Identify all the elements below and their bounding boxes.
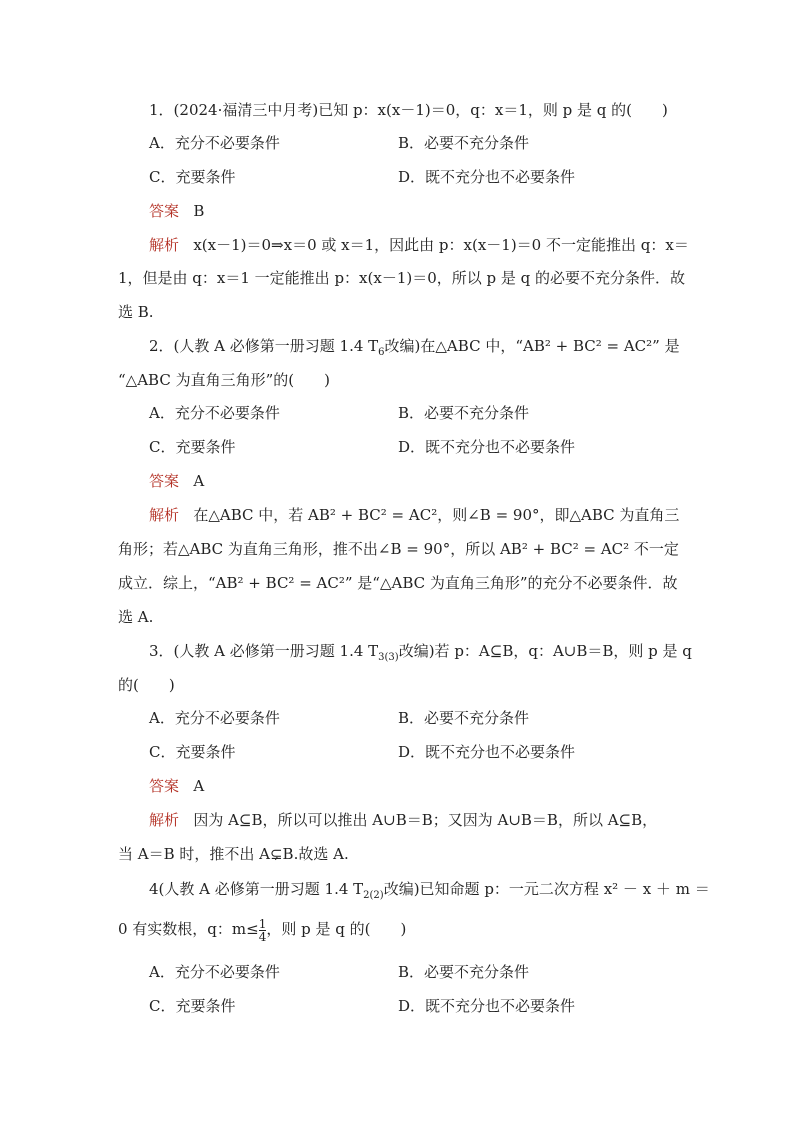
q3-answer: [149, 776, 204, 796]
q1-analysis-line2: 1，但是由 q：x＝1 一定能推出 p：x(x－1)＝0，所以 p 是 q 的必要不充分条件．故: [118, 269, 686, 287]
analysis-label: 解析: [149, 506, 180, 524]
q3-option-d: D．既不充分也不必要条件: [398, 743, 576, 761]
analysis-text: 在△ABC 中，若 AB² + BC² = AC²，则∠B = 90°，即△ABC 为直角三: [193, 506, 680, 524]
q2-stem-line2: “△ABC 为直角三角形”的( ): [118, 371, 330, 389]
q2-answer: [149, 471, 204, 491]
q4-option-d: D．既不充分也不必要条件: [398, 997, 576, 1015]
q3-option-c: C．充要条件: [149, 743, 236, 761]
q3-stem-line2: 的( ): [118, 676, 175, 694]
q1-option-b: B．必要不充分条件: [398, 134, 530, 152]
q2-option-d: D．既不充分也不必要条件: [398, 438, 576, 456]
q4-stem-subscript: 2(2): [363, 890, 384, 901]
q2-analysis-line3: 成立．综上，“AB² + BC² = AC²” 是“△ABC 为直角三角形”的充分不必要条件．故: [118, 574, 678, 592]
q4-option-c: C．充要条件: [149, 997, 236, 1015]
q1-analysis-line3: 选 B.: [118, 303, 154, 321]
q1-analysis-line1: [149, 235, 689, 255]
q4-stem-part3: 0 有实数根，q：m≤: [118, 920, 259, 938]
q3-option-b: B．必要不充分条件: [398, 709, 530, 727]
q4-stem-part1: 4(人教 A 必修第一册习题 1.4 T: [149, 880, 364, 898]
q3-option-a: A．充分不必要条件: [149, 709, 280, 727]
q2-stem-line1: [149, 336, 680, 363]
answer-label: 答案: [149, 777, 180, 795]
q4-stem-part2: 改编)已知命题 p：一元二次方程 x² － x ＋ m ＝: [383, 880, 710, 898]
answer-value: B: [193, 202, 205, 220]
q2-stem-part1: 2．(人教 A 必修第一册习题 1.4 T: [149, 337, 379, 355]
q3-stem-part2: 改编)若 p：A⊆B，q：A∪B＝B，则 p 是 q: [398, 642, 692, 660]
fraction-denominator: 4: [258, 929, 267, 944]
q4-stem-part4: ，则 p 是 q 的( ): [266, 920, 407, 938]
q1-stem: 1．(2024·福清三中月考)已知 p：x(x－1)＝0，q：x＝1，则 p 是 q 的( ): [149, 101, 668, 119]
q3-analysis-line1: [149, 810, 657, 830]
q2-option-b: B．必要不充分条件: [398, 404, 530, 422]
q4-option-a: A．充分不必要条件: [149, 963, 280, 981]
q1-option-c: C．充要条件: [149, 168, 236, 186]
analysis-text: x(x－1)＝0⇒x＝0 或 x＝1，因此由 p：x(x－1)＝0 不一定能推出 q：x＝: [193, 236, 689, 254]
q4-stem-line2: [118, 914, 406, 944]
q2-stem-subscript: 6: [378, 347, 385, 358]
q1-answer: [149, 201, 204, 221]
q3-stem-part1: 3．(人教 A 必修第一册习题 1.4 T: [149, 642, 379, 660]
q2-option-c: C．充要条件: [149, 438, 236, 456]
q2-stem-part2: 改编)在△ABC 中，“AB² + BC² = AC²” 是: [384, 337, 680, 355]
q1-option-a: A．充分不必要条件: [149, 134, 280, 152]
answer-value: A: [193, 777, 205, 795]
answer-label: 答案: [149, 472, 180, 490]
answer-label: 答案: [149, 202, 180, 220]
analysis-label: 解析: [149, 236, 180, 254]
q2-analysis-line1: [149, 505, 679, 525]
answer-value: A: [193, 472, 205, 490]
analysis-text: 因为 A⊆B，所以可以推出 A∪B＝B；又因为 A∪B＝B，所以 A⊆B，: [193, 811, 658, 829]
q2-analysis-line4: 选 A.: [118, 608, 154, 626]
q3-analysis-line2: 当 A＝B 时，推不出 A⊊B.故选 A.: [118, 845, 349, 863]
q2-option-a: A．充分不必要条件: [149, 404, 280, 422]
q4-option-b: B．必要不充分条件: [398, 963, 530, 981]
analysis-label: 解析: [149, 811, 180, 829]
q1-option-d: D．既不充分也不必要条件: [398, 168, 576, 186]
q4-stem-line1: [149, 879, 710, 906]
q2-analysis-line2: 角形；若△ABC 为直角三角形，推不出∠B = 90°，所以 AB² + BC² = AC² 不一定: [118, 540, 679, 558]
q3-stem-subscript: 3(3): [378, 652, 399, 663]
fraction-numerator: 1: [258, 916, 267, 931]
q3-stem-line1: [149, 641, 692, 668]
